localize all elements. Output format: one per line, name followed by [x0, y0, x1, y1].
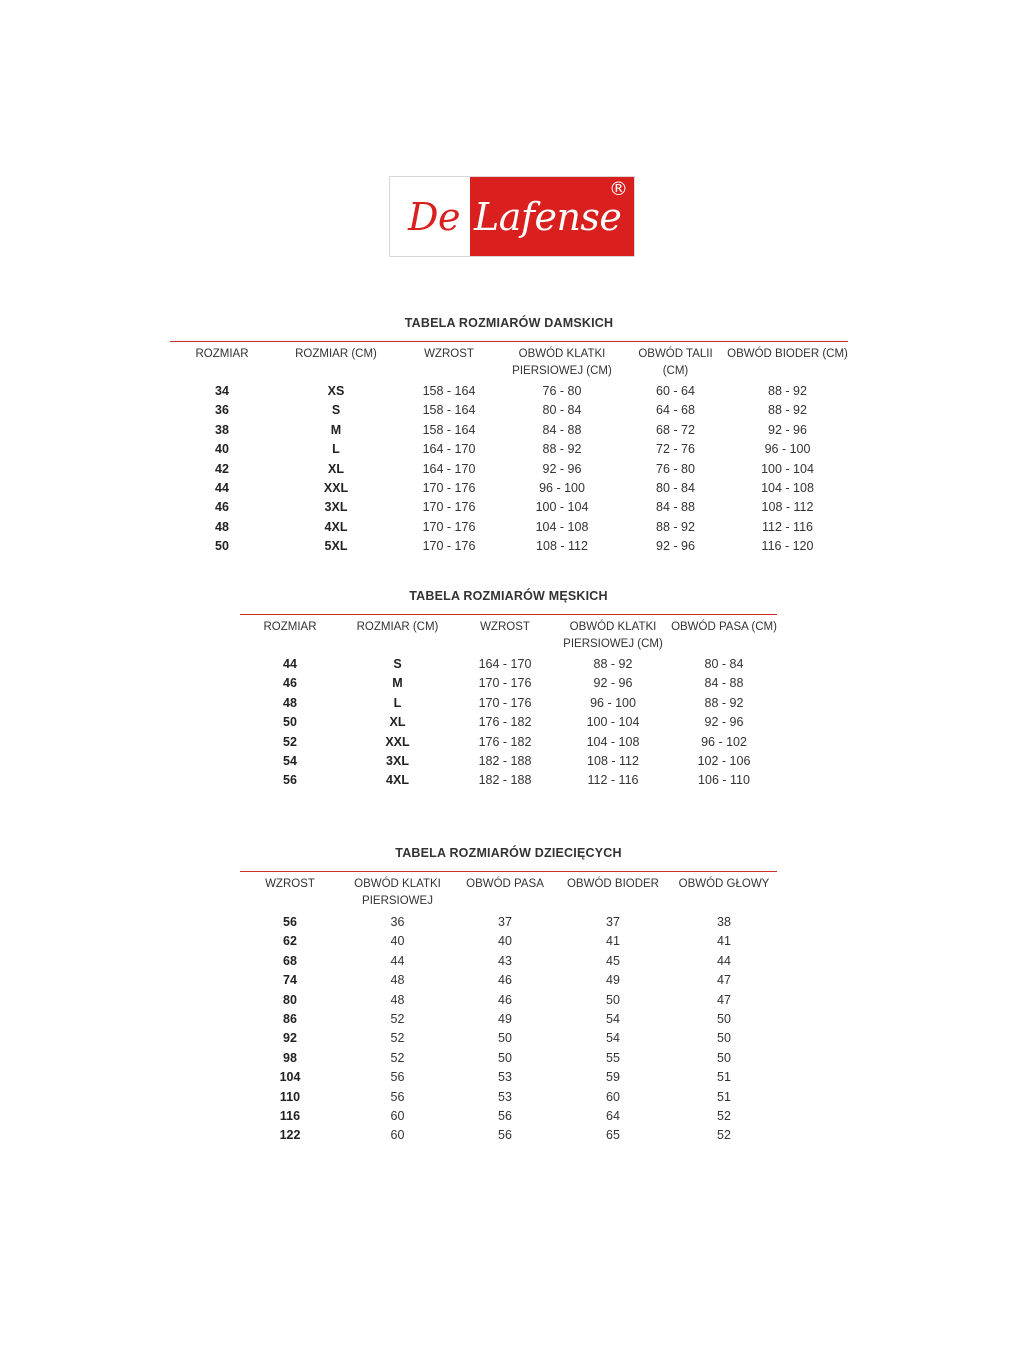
table-cell: 116: [279, 1109, 301, 1124]
table-row: [170, 382, 848, 401]
table-cell: 48: [283, 695, 297, 710]
table-cell: 92 - 96: [704, 715, 744, 730]
kids-size-table: [240, 876, 777, 1146]
table-cell: 104 - 108: [586, 734, 640, 749]
men-table-body: [240, 655, 777, 791]
table-cell: XXL: [323, 481, 349, 496]
men-title-rule: [240, 614, 777, 615]
table-cell: 52: [717, 1128, 731, 1143]
table-row: [170, 421, 848, 440]
table-cell: S: [331, 403, 341, 418]
table-row: [240, 991, 777, 1010]
table-cell: 108 - 112: [587, 754, 639, 769]
table-cell: 60: [390, 1128, 405, 1143]
table-cell: 48: [390, 992, 405, 1007]
table-cell: 45: [606, 953, 620, 968]
table-cell: 40: [498, 934, 512, 949]
table-cell: 50: [717, 1050, 731, 1065]
table-cell: 72 - 76: [656, 442, 695, 457]
table-cell: 84 - 88: [656, 500, 695, 515]
table-row: [170, 401, 848, 420]
table-cell: 182 - 188: [478, 773, 532, 788]
table-cell: 43: [498, 953, 512, 968]
table-cell: 4XL: [386, 773, 409, 788]
table-cell: 38: [717, 915, 731, 929]
table-row: [240, 752, 777, 771]
table-cell: 176 - 182: [478, 734, 532, 749]
women-size-section: [170, 314, 848, 564]
table-cell: 5XL: [324, 539, 348, 554]
table-cell: 56: [498, 1128, 512, 1143]
table-row: [240, 1126, 777, 1145]
table-cell: 3XL: [386, 754, 409, 769]
table-cell: 80: [283, 992, 297, 1007]
table-cell: 80 - 84: [542, 403, 582, 418]
table-cell: 64 - 68: [656, 403, 695, 418]
column-header: OBWÓD BIODER: [566, 878, 659, 890]
table-row: [240, 1049, 777, 1068]
table-cell: 44: [283, 657, 297, 671]
table-cell: 49: [498, 1012, 512, 1027]
table-cell: 158 - 164: [422, 422, 476, 437]
table-cell: XXL: [385, 734, 410, 749]
table-cell: L: [393, 695, 402, 710]
table-cell: 34: [215, 384, 229, 398]
table-cell: 49: [606, 973, 620, 988]
column-header: WZROST: [424, 348, 474, 360]
table-cell: 98: [283, 1050, 297, 1065]
table-cell: 100 - 104: [535, 500, 589, 515]
table-cell: 62: [283, 934, 297, 949]
table-row: [240, 694, 777, 713]
table-cell: 74: [283, 973, 297, 988]
table-cell: S: [393, 657, 402, 671]
table-row: [240, 733, 777, 752]
table-cell: 86: [283, 1012, 297, 1027]
table-cell: 64: [606, 1109, 620, 1124]
table-cell: 38: [215, 422, 229, 437]
kids-header-row: [240, 876, 777, 913]
table-cell: 50: [498, 1050, 512, 1065]
table-cell: 112 - 116: [762, 519, 813, 534]
brand-logo: [389, 176, 635, 257]
column-header: OBWÓD KLATKI PIERSIOWEJ (CM): [563, 621, 663, 650]
table-cell: 104: [279, 1070, 301, 1085]
table-row: [170, 537, 848, 556]
table-cell: 54: [606, 1031, 620, 1046]
table-cell: 46: [283, 676, 297, 691]
table-cell: 42: [215, 461, 229, 476]
table-cell: 170 - 176: [422, 539, 476, 554]
logo-right-panel: [470, 177, 634, 256]
table-cell: M: [330, 422, 342, 437]
column-header: OBWÓD BIODER (CM): [727, 348, 848, 360]
column-header: OBWÓD KLATKI PIERSIOWEJ: [354, 878, 441, 907]
table-cell: 46: [498, 973, 512, 988]
table-cell: 37: [606, 915, 620, 929]
table-cell: 92 - 96: [768, 422, 807, 437]
table-cell: 56: [498, 1109, 512, 1124]
table-cell: 56: [283, 915, 297, 929]
table-cell: 59: [606, 1070, 620, 1085]
table-row: [240, 1010, 777, 1029]
table-cell: 104 - 108: [761, 481, 814, 496]
logo-left-panel: [390, 177, 470, 256]
table-row: [240, 913, 777, 932]
table-cell: XS: [327, 384, 345, 398]
table-cell: 52: [390, 1031, 405, 1046]
table-cell: 51: [717, 1089, 731, 1104]
table-cell: 51: [717, 1070, 731, 1085]
table-cell: M: [392, 676, 403, 691]
column-header: OBWÓD PASA: [466, 878, 544, 890]
table-cell: 164 - 170: [422, 461, 476, 476]
table-cell: 88 - 92: [768, 384, 807, 398]
table-cell: 92: [283, 1031, 297, 1046]
table-row: [240, 971, 777, 990]
table-cell: 65: [606, 1128, 620, 1143]
table-cell: 40: [215, 442, 229, 457]
table-cell: 170 - 176: [478, 695, 532, 710]
table-cell: 108 - 112: [761, 500, 814, 515]
table-cell: 52: [390, 1050, 405, 1065]
table-cell: 100 - 104: [761, 461, 814, 476]
table-cell: 36: [215, 403, 229, 418]
table-cell: 47: [717, 992, 731, 1007]
table-cell: 182 - 188: [478, 754, 532, 769]
women-header-row: [170, 346, 848, 382]
table-cell: 44: [717, 953, 731, 968]
table-cell: 92 - 96: [542, 461, 582, 476]
table-cell: 92 - 96: [593, 676, 633, 691]
table-cell: 50: [717, 1031, 731, 1046]
table-cell: 56: [390, 1089, 405, 1104]
table-cell: 44: [390, 953, 405, 968]
men-size-table: [240, 619, 777, 791]
kids-table-body: [240, 913, 777, 1146]
table-row: [170, 440, 848, 459]
kids-size-section: [240, 844, 777, 1144]
table-cell: 36: [390, 915, 405, 929]
table-cell: 53: [498, 1089, 512, 1104]
kids-title-rule: [240, 871, 777, 872]
table-cell: 106 - 110: [698, 773, 750, 788]
column-header: ROZMIAR (CM): [295, 348, 377, 360]
table-cell: 54: [606, 1012, 620, 1027]
table-cell: 88 - 92: [542, 442, 582, 457]
table-row: [240, 771, 777, 790]
registered-mark-icon: ®: [609, 178, 628, 200]
column-header: WZROST: [480, 621, 530, 633]
table-cell: 170 - 176: [422, 519, 476, 534]
table-cell: 41: [606, 934, 620, 949]
table-cell: 40: [390, 934, 405, 949]
table-cell: 50: [717, 1012, 731, 1027]
table-cell: 50: [283, 715, 297, 730]
table-cell: 170 - 176: [422, 500, 476, 515]
table-cell: 52: [717, 1109, 731, 1124]
table-cell: 3XL: [324, 500, 348, 515]
table-cell: 96 - 102: [701, 734, 747, 749]
table-cell: 96 - 100: [764, 442, 811, 457]
table-cell: 170 - 176: [478, 676, 532, 691]
table-row: [240, 655, 777, 674]
table-row: [240, 1068, 777, 1087]
table-cell: 53: [498, 1070, 512, 1085]
table-cell: 164 - 170: [422, 442, 476, 457]
table-cell: 88 - 92: [656, 519, 695, 534]
table-cell: 52: [390, 1012, 405, 1027]
column-header: ROZMIAR: [195, 348, 249, 360]
table-cell: 108 - 112: [536, 539, 588, 554]
table-row: [240, 1107, 777, 1126]
table-row: [170, 479, 848, 498]
column-header: OBWÓD KLATKI PIERSIOWEJ (CM): [512, 348, 612, 377]
kids-table-title: TABELA ROZMIARÓW DZIECIĘCYCH: [395, 846, 622, 860]
table-cell: 158 - 164: [422, 384, 476, 398]
table-cell: 84 - 88: [704, 676, 744, 691]
table-cell: 102 - 106: [697, 754, 751, 769]
men-table-title: TABELA ROZMIARÓW MĘSKICH: [409, 589, 608, 603]
table-cell: 84 - 88: [542, 422, 582, 437]
table-cell: 60: [390, 1109, 405, 1124]
table-cell: 92 - 96: [656, 539, 695, 554]
table-cell: 96 - 100: [539, 481, 585, 496]
table-row: [240, 674, 777, 693]
table-cell: 112 - 116: [587, 773, 639, 788]
table-cell: 60: [606, 1089, 620, 1104]
column-header: OBWÓD GŁOWY: [678, 878, 770, 890]
table-row: [170, 498, 848, 517]
table-cell: 96 - 100: [590, 695, 636, 710]
table-cell: 48: [215, 519, 229, 534]
table-row: [240, 1029, 777, 1048]
table-row: [170, 460, 848, 479]
logo-text-lafense: Lafense: [474, 194, 622, 239]
table-cell: 80 - 84: [704, 657, 744, 671]
table-row: [240, 713, 777, 732]
women-table-title: TABELA ROZMIARÓW DAMSKICH: [404, 316, 614, 330]
table-cell: 122: [279, 1128, 301, 1143]
men-size-section: [240, 587, 777, 797]
column-header: WZROST: [265, 878, 315, 890]
women-title-rule: [170, 341, 848, 342]
column-header: ROZMIAR: [263, 621, 317, 633]
table-cell: 50: [215, 539, 229, 554]
table-cell: 56: [390, 1070, 405, 1085]
table-cell: 48: [390, 973, 405, 988]
table-cell: 164 - 170: [478, 657, 532, 671]
column-header: ROZMIAR (CM): [356, 621, 439, 633]
table-cell: 158 - 164: [422, 403, 476, 418]
table-cell: 56: [283, 773, 297, 788]
table-cell: 88 - 92: [593, 657, 633, 671]
column-header: OBWÓD PASA (CM): [671, 621, 777, 633]
table-cell: L: [332, 442, 340, 457]
column-header: OBWÓD TALII (CM): [638, 348, 713, 377]
table-cell: 104 - 108: [535, 519, 589, 534]
table-cell: XL: [389, 715, 406, 730]
table-row: [170, 518, 848, 537]
table-cell: 68: [283, 953, 297, 968]
table-cell: 54: [283, 754, 297, 769]
table-cell: 68 - 72: [656, 422, 695, 437]
table-row: [240, 1088, 777, 1107]
table-cell: 110: [279, 1089, 301, 1104]
table-cell: 60 - 64: [656, 384, 695, 398]
logo-text-de: De: [408, 194, 460, 239]
table-cell: 55: [606, 1050, 620, 1065]
table-row: [240, 932, 777, 951]
table-cell: XL: [328, 461, 344, 476]
table-cell: 50: [606, 992, 620, 1007]
table-cell: 46: [215, 500, 229, 515]
table-cell: 88 - 92: [704, 695, 744, 710]
table-row: [240, 952, 777, 971]
women-size-table: [170, 346, 848, 557]
table-cell: 116 - 120: [761, 539, 814, 554]
table-cell: 46: [498, 992, 512, 1007]
table-cell: 170 - 176: [422, 481, 476, 496]
table-cell: 4XL: [324, 519, 348, 534]
table-cell: 88 - 92: [768, 403, 807, 418]
table-cell: 80 - 84: [656, 481, 695, 496]
women-table-body: [170, 382, 848, 557]
table-cell: 47: [717, 973, 731, 988]
men-header-row: [240, 619, 777, 655]
table-cell: 37: [498, 915, 512, 929]
table-cell: 50: [498, 1031, 512, 1046]
table-cell: 76 - 80: [542, 384, 582, 398]
table-cell: 76 - 80: [656, 461, 695, 476]
table-cell: 41: [717, 934, 731, 949]
table-cell: 44: [215, 481, 229, 496]
table-cell: 52: [283, 734, 297, 749]
table-cell: 176 - 182: [478, 715, 532, 730]
table-cell: 100 - 104: [586, 715, 640, 730]
